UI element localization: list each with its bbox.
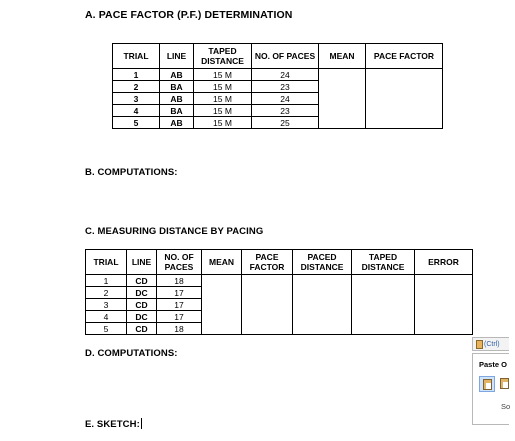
- paces-cell: 17: [157, 311, 202, 323]
- taped-distance-cell: 15 M: [194, 105, 252, 117]
- header-no-of-paces: NO. OF PACES: [157, 250, 202, 275]
- paces-cell: 17: [157, 299, 202, 311]
- taped-distance-cell[interactable]: [352, 275, 415, 335]
- paces-cell: 18: [157, 275, 202, 287]
- trial-cell: 1: [113, 69, 160, 81]
- keep-source-formatting-button[interactable]: [479, 376, 495, 392]
- trial-cell: 5: [113, 117, 160, 129]
- clipboard-icon: [483, 379, 492, 390]
- table-header-row: [86, 250, 473, 275]
- section-d-title: D. COMPUTATIONS:: [85, 348, 178, 359]
- header-taped-distance: TAPED DISTANCE: [352, 250, 415, 275]
- header-pace-factor: PACE FACTOR: [242, 250, 293, 275]
- paste-options-title: Paste O: [479, 360, 507, 369]
- pace-factor-cell[interactable]: [366, 69, 443, 129]
- line-cell: AB: [160, 93, 194, 105]
- header-trial: TRIAL: [86, 250, 127, 275]
- pacing-distance-table: [85, 249, 473, 335]
- section-b-title: B. COMPUTATIONS:: [85, 167, 178, 178]
- line-cell: CD: [127, 299, 157, 311]
- header-pace-factor: PACE FACTOR: [366, 44, 443, 69]
- clipboard-icon: [476, 340, 483, 349]
- trial-cell: 5: [86, 323, 127, 335]
- text-cursor: [141, 418, 142, 429]
- line-cell: DC: [127, 287, 157, 299]
- paces-cell: 24: [252, 93, 319, 105]
- merge-formatting-button[interactable]: [497, 376, 513, 392]
- section-e-label: E. SKETCH:: [85, 419, 140, 430]
- section-c-title: C. MEASURING DISTANCE BY PACING: [85, 226, 264, 237]
- header-line: LINE: [127, 250, 157, 275]
- trial-cell: 3: [86, 299, 127, 311]
- line-cell: BA: [160, 81, 194, 93]
- header-paced-distance: PACED DISTANCE: [293, 250, 352, 275]
- paces-cell: 18: [157, 323, 202, 335]
- trial-cell: 1: [86, 275, 127, 287]
- line-cell: DC: [127, 311, 157, 323]
- trial-cell: 2: [113, 81, 160, 93]
- line-cell: CD: [127, 275, 157, 287]
- pace-factor-table: [112, 43, 443, 129]
- line-cell: BA: [160, 105, 194, 117]
- paced-distance-cell[interactable]: [293, 275, 352, 335]
- pace-factor-cell[interactable]: [242, 275, 293, 335]
- paste-options-buttons: [479, 376, 509, 394]
- taped-distance-cell: 15 M: [194, 81, 252, 93]
- section-e-title[interactable]: [85, 418, 142, 430]
- clipboard-icon: [500, 378, 509, 389]
- error-cell[interactable]: [415, 275, 473, 335]
- header-line: LINE: [160, 44, 194, 69]
- paces-cell: 24: [252, 69, 319, 81]
- trial-cell: 2: [86, 287, 127, 299]
- header-mean: MEAN: [202, 250, 242, 275]
- section-a-title: A. PACE FACTOR (P.F.) DETERMINATION: [85, 9, 293, 21]
- paces-cell: 23: [252, 81, 319, 93]
- header-trial: TRIAL: [113, 44, 160, 69]
- trial-cell: 4: [86, 311, 127, 323]
- taped-distance-cell: 15 M: [194, 93, 252, 105]
- line-cell: AB: [160, 117, 194, 129]
- line-cell: CD: [127, 323, 157, 335]
- header-mean: MEAN: [319, 44, 366, 69]
- paste-options-tag-label: (Ctrl): [484, 341, 500, 348]
- paste-options-tag[interactable]: [472, 337, 509, 351]
- table-row: [113, 69, 443, 81]
- table-row: [86, 275, 473, 287]
- trial-cell: 4: [113, 105, 160, 117]
- trial-cell: 3: [113, 93, 160, 105]
- paces-cell: 23: [252, 105, 319, 117]
- header-error: ERROR: [415, 250, 473, 275]
- table-header-row: [113, 44, 443, 69]
- paste-options-sub-label: So: [501, 402, 511, 411]
- paces-cell: 25: [252, 117, 319, 129]
- header-taped-distance: TAPED DISTANCE: [194, 44, 252, 69]
- mean-cell[interactable]: [319, 69, 366, 129]
- paste-options-menu: [472, 353, 509, 425]
- paces-cell: 17: [157, 287, 202, 299]
- line-cell: AB: [160, 69, 194, 81]
- taped-distance-cell: 15 M: [194, 117, 252, 129]
- mean-cell[interactable]: [202, 275, 242, 335]
- header-no-of-paces: NO. OF PACES: [252, 44, 319, 69]
- taped-distance-cell: 15 M: [194, 69, 252, 81]
